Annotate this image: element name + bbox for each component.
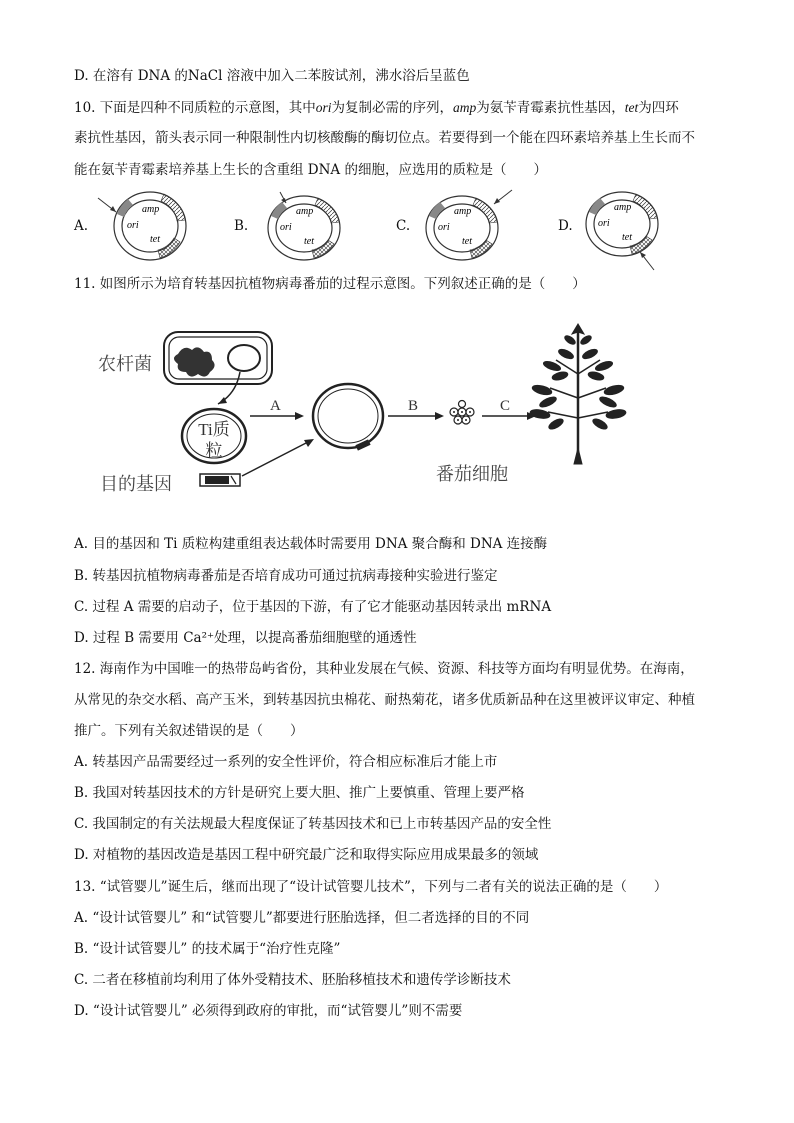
bacterial-chromosome <box>174 347 215 376</box>
q13-option-b: B. “设计试管婴儿” 的技术属于“治疗性克隆” <box>74 941 341 957</box>
q12-stem-line1: 12. 海南作为中国唯一的热带岛屿省份，其种业发展在气候、资源、科技等方面均有明显优势。在海南， <box>74 661 694 677</box>
q10-plasmid-c <box>414 186 524 266</box>
q13-option-a: A. “设计试管婴儿” 和“试管婴儿”都要进行胚胎选择，但二者选择的目的不同 <box>74 910 530 926</box>
ori-label: ori <box>598 218 610 229</box>
ori-label: ori <box>127 220 139 231</box>
q10-plasmid-b <box>252 186 362 266</box>
q10-option-d-label: D. <box>558 218 573 234</box>
q10-stem-line3: 能在氨苄青霉素培养基上生长的含重组 DNA 的细胞，应选用的质粒是（ ） <box>74 162 547 178</box>
agrobacterium-label: 农杆菌 <box>98 354 152 375</box>
q12-option-c: C. 我国制定的有关法规最大程度保证了转基因技术和已上市转基因产品的安全性 <box>74 816 552 832</box>
tet-label: tet <box>304 236 314 247</box>
target-gene-label: 目的基因 <box>100 474 172 495</box>
q10-stem-line2: 素抗性基因，箭头表示同一种限制性内切核酸酶的酶切位点。若要得到一个能在四环素培养基上生长而不 <box>74 130 695 146</box>
tet-label: tet <box>150 234 160 245</box>
q11-process-diagram <box>90 318 650 508</box>
ori-label: ori <box>280 222 292 233</box>
amp-label: amp <box>296 206 314 217</box>
q12-option-d: D. 对植物的基因改造是基因工程中研究最广泛和取得实际应用成果最多的领域 <box>74 847 539 863</box>
step-c-label: C <box>500 398 511 414</box>
tet-label: tet <box>622 232 632 243</box>
ti-plasmid-label-1: Ti质 <box>198 420 230 439</box>
q10-option-c-label: C. <box>396 218 411 234</box>
q9-option-d: D. 在溶有 DNA 的NaCl 溶液中加入二苯胺试剂，沸水浴后呈蓝色 <box>74 68 470 84</box>
step-a-label: A <box>270 398 281 414</box>
q13-stem: 13. “试管婴儿”诞生后，继而出现了“设计试管婴儿技术”，下列与二者有关的说法正确的是（ ） <box>74 879 668 895</box>
q11-option-d: D. 过程 B 需要用 Ca²⁺处理，以提高番茄细胞壁的通透性 <box>74 630 417 646</box>
q12-option-b: B. 我国对转基因技术的方针是研究上要大胆、推广上要慎重、管理上要严格 <box>74 785 525 801</box>
q11-option-c: C. 过程 A 需要的启动子，位于基因的下游，有了它才能驱动基因转录出 mRNA <box>74 599 552 615</box>
amp-label: amp <box>614 202 632 213</box>
q11-stem: 11. 如图所示为培育转基因抗植物病毒番茄的过程示意图。下列叙述正确的是（ ） <box>74 276 586 292</box>
q10-plasmid-d <box>578 186 688 274</box>
step-b-label: B <box>408 398 419 414</box>
q10-option-b-label: B. <box>234 218 249 234</box>
amp-label: amp <box>142 204 160 215</box>
tomato-plant <box>529 324 626 464</box>
q10-option-a-label: A. <box>74 218 89 234</box>
q12-stem-line3: 推广。下列有关叙述错误的是（ ） <box>74 723 304 739</box>
tet-label: tet <box>462 236 472 247</box>
tomato-cells-label: 番茄细胞 <box>436 464 508 485</box>
q10-plasmid-a <box>92 186 202 266</box>
ori-label: ori <box>438 222 450 233</box>
q13-option-c: C. 二者在移植前均利用了体外受精技术、胚胎移植技术和遗传学诊断技术 <box>74 972 511 988</box>
q11-option-b: B. 转基因抗植物病毒番茄是否培育成功可通过抗病毒接种实验进行鉴定 <box>74 568 498 584</box>
recombinant-plasmid <box>313 384 383 448</box>
ti-plasmid-label-2: 粒 <box>205 441 223 460</box>
q13-option-d: D. “设计试管婴儿” 必须得到政府的审批，而“试管婴儿”则不需要 <box>74 1003 463 1019</box>
plasmid-in-bacterium <box>228 345 260 371</box>
q12-option-a: A. 转基因产品需要经过一系列的安全性评价，符合相应标准后才能上市 <box>74 754 498 770</box>
q12-stem-line2: 从常见的杂交水稻、高产玉米，到转基因抗虫棉花、耐热菊花，诸多优质新品种在这里被评议审定、种植 <box>74 692 695 708</box>
q11-option-a: A. 目的基因和 Ti 质粒构建重组表达载体时需要用 DNA 聚合酶和 DNA 连接酶 <box>74 536 548 552</box>
amp-label: amp <box>454 206 472 217</box>
q10-stem-line1: 10. 下面是四种不同质粒的示意图，其中ori为复制必需的序列，amp为氨苄青霉素抗性基因，tet为四环 <box>74 100 679 116</box>
